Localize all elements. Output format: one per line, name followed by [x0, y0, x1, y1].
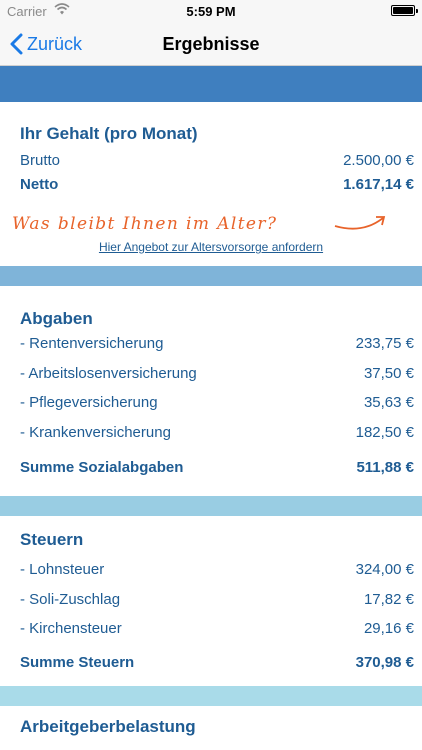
- netto-value: 1.617,14 €: [343, 176, 414, 193]
- netto-row: [20, 176, 414, 193]
- brutto-row: [20, 152, 414, 169]
- steuern-sum-row: [20, 654, 414, 671]
- altersvorsorge-promo-text: Was bleibt Ihnen im Alter?: [12, 214, 278, 234]
- abgaben-row: [20, 394, 414, 411]
- status-time: 5:59 PM: [186, 4, 236, 19]
- section-divider: [0, 266, 422, 286]
- netto-label: Netto: [20, 176, 59, 193]
- abgaben-row-value: 37,50 €: [363, 365, 414, 382]
- abgaben-row: [20, 335, 414, 352]
- curved-arrow-icon: [333, 212, 389, 234]
- battery-icon: [391, 5, 415, 16]
- abgaben-row-label: - Krankenversicherung: [20, 424, 171, 441]
- steuern-row: [20, 561, 414, 578]
- steuern-row-label: - Soli-Zuschlag: [20, 591, 121, 608]
- brutto-value: 2.500,00 €: [343, 152, 414, 169]
- steuern-row: [20, 620, 414, 637]
- page-title: Ergebnisse: [162, 34, 260, 54]
- sozialabgaben-sum-value: 511,88 €: [356, 459, 414, 476]
- section-divider: [0, 496, 422, 516]
- section-divider: [0, 686, 422, 706]
- steuern-row-label: - Lohnsteuer: [20, 561, 105, 578]
- arbeitgeber-heading: Arbeitgeberbelastung: [20, 717, 196, 736]
- altersvorsorge-link[interactable]: Hier Angebot zur Altersvorsorge anfordern: [98, 240, 324, 254]
- abgaben-row: [20, 424, 414, 441]
- steuern-row-label: - Kirchensteuer: [20, 620, 122, 637]
- steuern-row-value: 29,16 €: [363, 620, 414, 637]
- steuern-sum-value: 370,98 €: [355, 654, 414, 671]
- abgaben-row-label: - Pflegeversicherung: [20, 394, 158, 411]
- abgaben-row-value: 35,63 €: [363, 394, 414, 411]
- steuern-sum-label: Summe Steuern: [20, 654, 135, 671]
- gehalt-heading: Ihr Gehalt (pro Monat): [20, 124, 198, 143]
- navigation-bar: [0, 22, 422, 66]
- carrier-label: Carrier: [7, 4, 47, 19]
- section-divider-top: [0, 66, 422, 102]
- steuern-row-value: 324,00 €: [355, 561, 414, 578]
- brutto-label: Brutto: [20, 152, 61, 169]
- steuern-row: [20, 591, 414, 608]
- abgaben-heading: Abgaben: [20, 309, 93, 328]
- sozialabgaben-sum-row: [20, 459, 414, 476]
- abgaben-row-value: 182,50 €: [355, 424, 414, 441]
- abgaben-row-label: - Arbeitslosenversicherung: [20, 365, 197, 382]
- abgaben-row: [20, 365, 414, 382]
- sozialabgaben-sum-label: Summe Sozialabgaben: [20, 459, 184, 476]
- status-bar: [0, 0, 422, 22]
- steuern-heading: Steuern: [20, 530, 84, 549]
- abgaben-row-value: 233,75 €: [355, 335, 414, 352]
- steuern-row-value: 17,82 €: [363, 591, 414, 608]
- back-button-label: Zurück: [27, 33, 83, 54]
- abgaben-row-label: - Rentenversicherung: [20, 335, 164, 352]
